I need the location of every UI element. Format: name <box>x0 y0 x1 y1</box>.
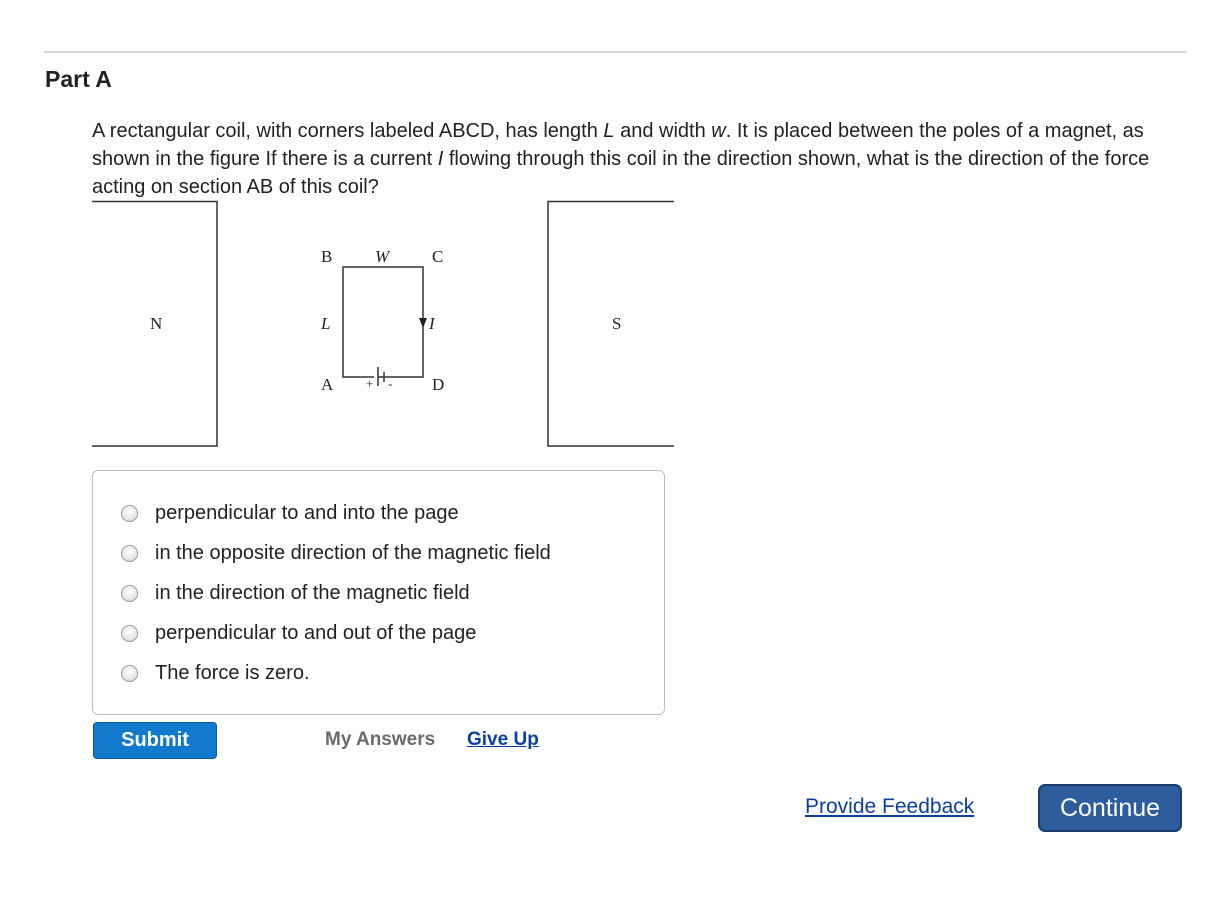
label-d: D <box>432 375 445 394</box>
label-a: A <box>321 375 334 394</box>
option-label: The force is zero. <box>155 662 310 684</box>
my-answers-link[interactable]: My Answers <box>325 729 436 750</box>
option-label: perpendicular to and into the page <box>155 502 459 524</box>
option-zero[interactable] <box>121 662 310 685</box>
label-plus: + <box>366 376 374 391</box>
question-var-i: I <box>437 148 444 170</box>
option-opposite-field[interactable] <box>121 542 551 565</box>
coil <box>343 267 423 377</box>
give-up-link[interactable]: Give Up <box>467 729 539 750</box>
option-out-of-page[interactable] <box>121 622 476 645</box>
question-var-l: L <box>603 120 615 142</box>
radio-button[interactable] <box>121 545 138 562</box>
radio-button[interactable] <box>121 505 138 522</box>
part-title: Part A <box>45 66 112 92</box>
label-c: C <box>432 247 444 266</box>
option-label: in the opposite direction of the magnetic field <box>155 542 551 564</box>
radio-button[interactable] <box>121 585 138 602</box>
radio-button[interactable] <box>121 665 138 682</box>
label-width: W <box>375 247 390 266</box>
submit-button[interactable]: Submit <box>93 722 217 759</box>
current-arrow-icon <box>419 318 427 328</box>
option-along-field[interactable] <box>121 582 470 605</box>
question-var-w: w <box>711 120 726 142</box>
label-current: I <box>429 314 435 333</box>
option-label: perpendicular to and out of the page <box>155 622 477 644</box>
label-b: B <box>321 247 333 266</box>
question-text <box>92 117 1192 201</box>
label-north: N <box>150 314 163 333</box>
label-length: L <box>321 314 331 333</box>
question-segment: flowing through this coil in the direction shown, what is the direction of the force acting on section AB of this coil? <box>92 148 1150 198</box>
question-segment: . It is placed between the poles of a magnet, as shown in the figure If there is a current <box>92 120 1144 170</box>
south-pole-magnet <box>548 202 674 447</box>
option-into-page[interactable] <box>121 502 459 525</box>
label-south: S <box>612 314 622 333</box>
answer-options <box>92 470 665 715</box>
coil-magnet-figure <box>92 200 674 450</box>
divider <box>44 51 1186 53</box>
option-label: in the direction of the magnetic field <box>155 582 470 604</box>
continue-button[interactable]: Continue <box>1038 784 1182 832</box>
radio-button[interactable] <box>121 625 138 642</box>
question-segment: A rectangular coil, with corners labeled ABCD, has length <box>92 120 604 142</box>
question-segment: and width <box>614 120 712 142</box>
label-minus: - <box>388 376 393 391</box>
provide-feedback-link[interactable]: Provide Feedback <box>805 795 975 818</box>
